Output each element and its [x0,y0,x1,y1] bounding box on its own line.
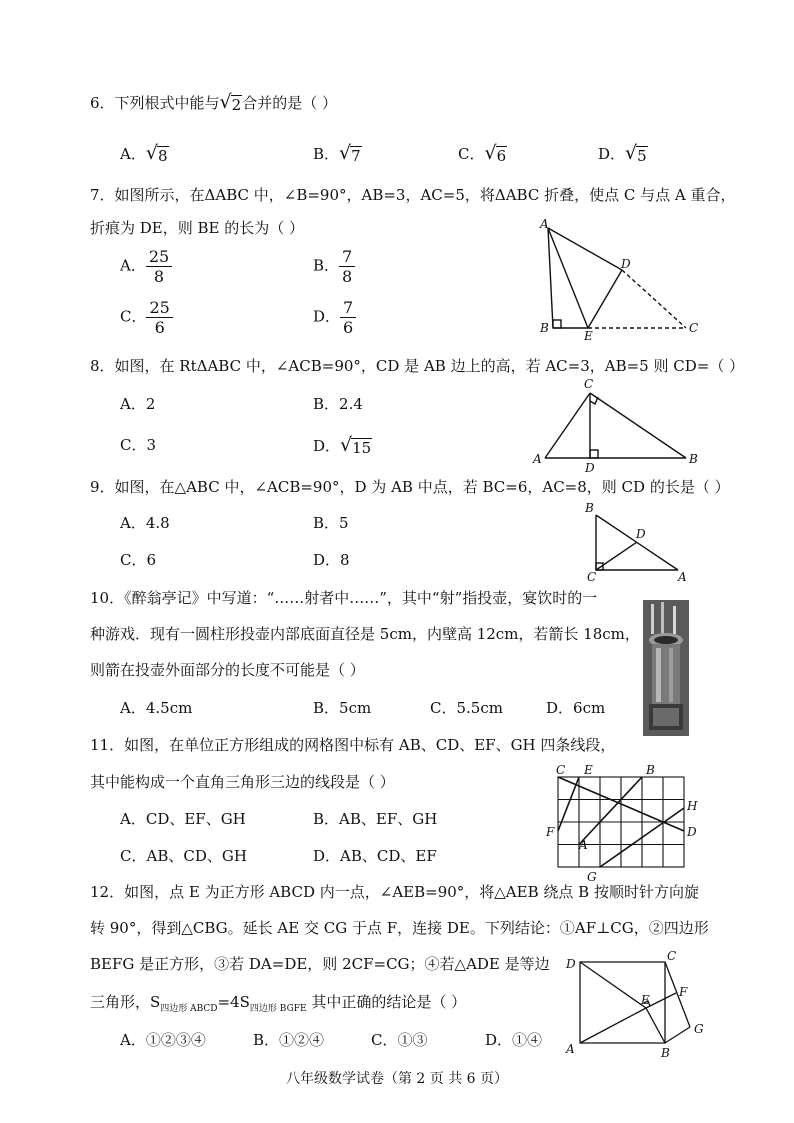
q10-stem-line2: 种游戏．现有一圆柱形投壶内部底面直径是 5cm，内壁高 12cm，若箭长 18cm， [90,625,640,643]
q12-stem-line2: 转 90°，得到△CBG。延长 AE 交 CG 于点 F，连接 DE。下列结论：①AF⊥CG，②四边形 [90,919,709,937]
q8-label-d: D [585,461,595,475]
q12-stem-line4: 三角形，$S_{四边形 ABCD}=4S_{四边形 BGFE}$ 其中正确的结论是（ ） [90,993,467,1014]
q12-label-f: F [679,985,688,999]
q7-option-c[interactable]: C． $\frac{25}{6}$ [120,298,173,337]
q11-label-b: B [646,763,655,777]
q7-option-a[interactable]: A． $\frac{25}{8}$ [120,247,172,286]
q11-label-g: G [587,870,597,884]
q11-stem-line2: 其中能构成一个直角三角形三边的线段是（ ） [90,773,395,791]
q8-label-a: A [533,452,542,466]
q12-label-g: G [694,1022,704,1036]
q12-option-b[interactable]: B．①②④ [253,1031,325,1049]
q6-option-d[interactable]: D． √ 5 [598,142,647,165]
q6-option-a[interactable]: A． √ 8 [120,142,168,165]
q9-option-a[interactable]: A．4.8 [120,514,170,532]
q7-label-d: D [621,257,631,271]
q10-stem-line3: 则箭在投壶外面部分的长度不可能是（ ） [90,661,365,679]
q6-stem: 6．下列根式中能与 √ 2 合并的是（ ） [90,91,337,114]
q7-stem-line1: 7．如图所示，在ΔABC 中，∠B=90°，AB=3，AC=5，将ΔABC 折叠，使点 C 与点 A 重合， [90,186,736,204]
q10-stem-line1: 10．《醉翁亭记》中写道：“……射者中……”，其中“射”指投壶，宴饮时的一 [90,589,598,607]
q8-label-c: C [584,377,594,391]
q10-option-b[interactable]: B．5cm [313,699,372,717]
q12-option-c[interactable]: C．①③ [371,1031,428,1049]
sqrt-symbol: √ 2 [219,91,242,114]
q7-option-b[interactable]: B． $\frac{7}{8}$ [313,247,355,286]
q8-label-b: B [689,452,698,466]
q12-label-d: D [566,957,576,971]
q7-label-c: C [689,321,699,335]
q7-label-e: E [584,329,593,343]
q11-label-d: D [687,825,697,839]
q9-option-c[interactable]: C．6 [120,551,157,569]
q10-option-d[interactable]: D．6cm [546,699,606,717]
q11-label-e: E [584,763,593,777]
q9-label-b: B [585,501,594,515]
page-footer: 八年级数学试卷（第 2 页 共 6 页） [285,1071,509,1087]
q7-option-d[interactable]: D． $\frac{7}{6}$ [313,298,356,337]
q8-option-d[interactable]: D． √ 15 [313,434,372,457]
q11-label-h: H [687,799,698,813]
q11-option-b[interactable]: B．AB、EF、GH [313,810,438,828]
q11-label-a: A [579,838,588,852]
q9-option-b[interactable]: B．5 [313,514,349,532]
q7-label-b: B [540,321,549,335]
q12-label-b: B [661,1046,670,1060]
q6-option-b[interactable]: B． √ 7 [313,142,361,165]
q7-stem-line2: 折痕为 DE，则 BE 的长为（ ） [90,219,305,237]
q8-option-c[interactable]: C．3 [120,436,157,454]
q12-option-a[interactable]: A．①②③④ [120,1031,206,1049]
q12-label-c: C [667,949,677,963]
q11-option-a[interactable]: A．CD、EF、GH [120,810,246,828]
q9-label-d: D [636,527,646,541]
q11-option-c[interactable]: C．AB、CD、GH [120,847,247,865]
q11-label-f: F [546,825,555,839]
q9-stem: 9．如图，在△ABC 中，∠ACB=90°，D 为 AB 中点，若 BC=6，AC=8，则 CD 的长是（ ） [90,478,730,496]
q12-stem-line1: 12．如图，点 E 为正方形 ABCD 内一点，∠AEB=90°，将△AEB 绕点 B 按顺时针方向旋 [90,883,699,901]
q12-label-e: E [641,993,650,1007]
q9-label-a: A [678,570,687,584]
q7-label-a: A [540,217,549,231]
q10-option-c[interactable]: C．5.5cm [430,699,503,717]
q9-label-c: C [587,570,597,584]
q11-label-c: C [556,763,566,777]
q8-stem: 8．如图，在 RtΔABC 中，∠ACB=90°，CD 是 AB 边上的高，若 AC=3，AB=5 则 CD=（ ） [90,357,745,375]
q8-option-a[interactable]: A．2 [120,395,156,413]
q11-option-d[interactable]: D．AB、CD、EF [313,847,437,865]
q12-option-d[interactable]: D．①④ [485,1031,543,1049]
q6-option-c[interactable]: C． √ 6 [458,142,507,165]
q11-stem-line1: 11．如图，在单位正方形组成的网格图中标有 AB、CD、EF、GH 四条线段， [90,736,616,754]
q12-label-a: A [566,1042,575,1056]
q12-stem-line3: BEFG 是正方形，③若 DA=DE，则 2CF=CG；④若△ADE 是等边 [90,955,550,973]
q10-option-a[interactable]: A．4.5cm [120,699,193,717]
q8-option-b[interactable]: B．2.4 [313,395,363,413]
q9-option-d[interactable]: D．8 [313,551,350,569]
